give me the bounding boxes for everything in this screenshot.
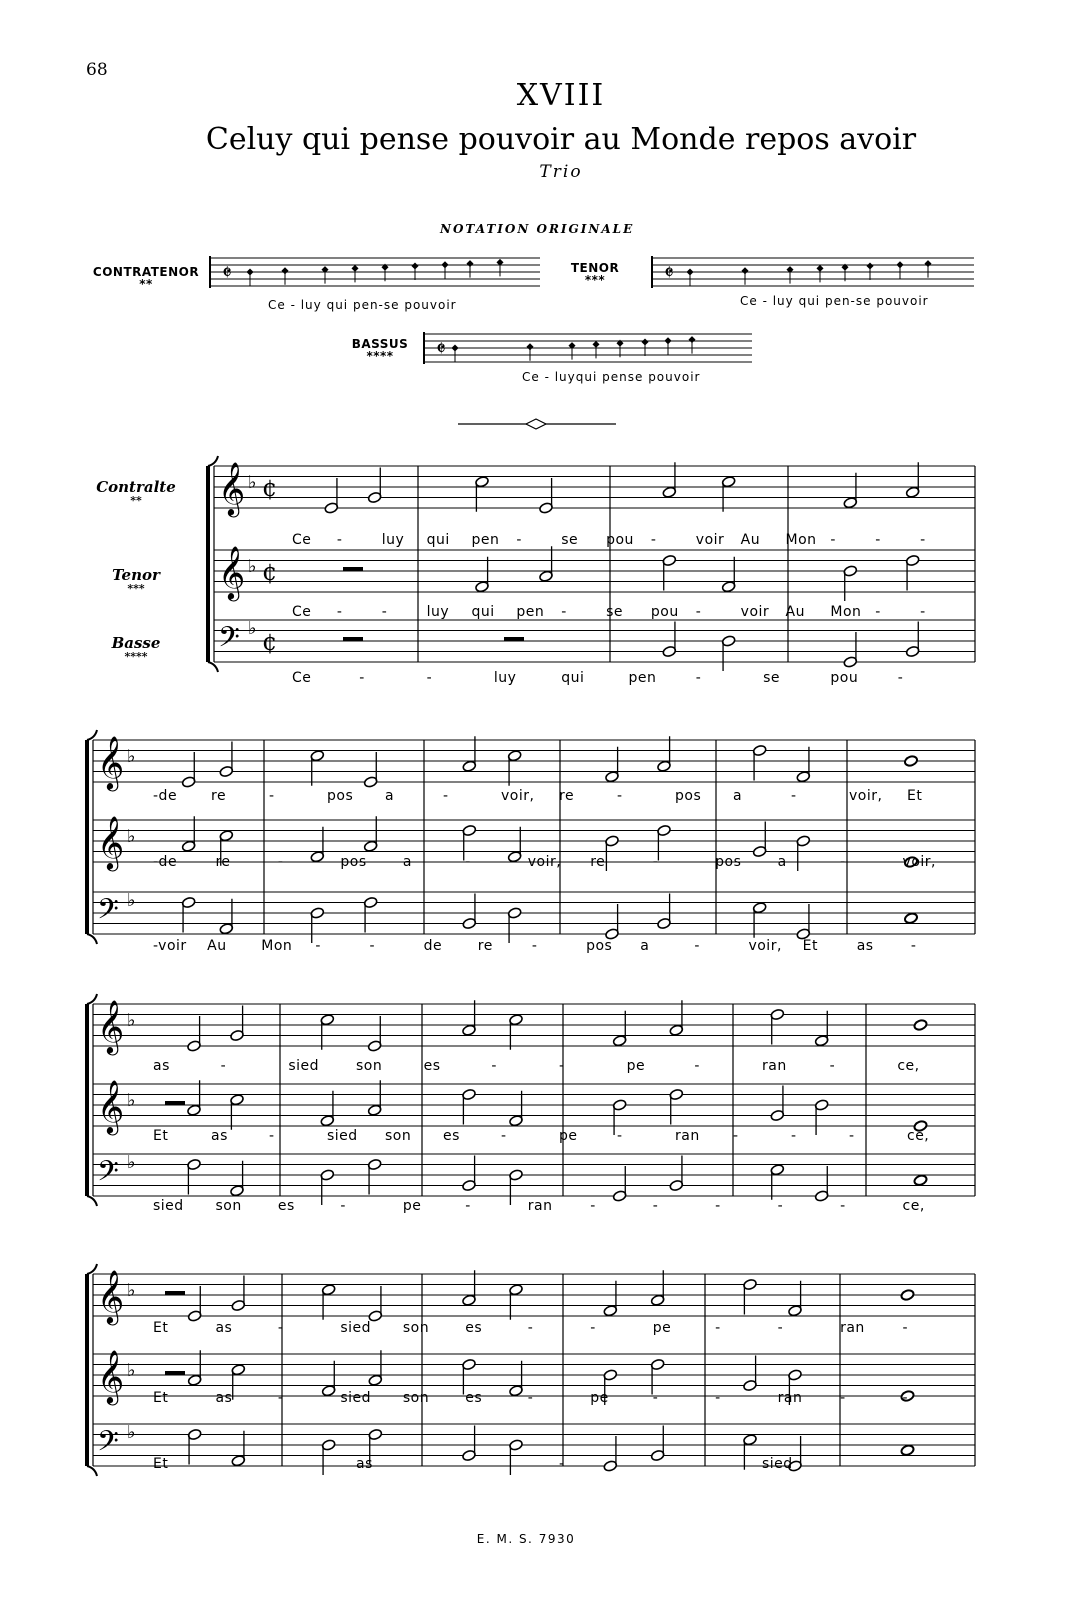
lyric-syllable: es (465, 1390, 483, 1406)
lyric-syllable: as (211, 1128, 228, 1144)
lyric-hyphen: - (791, 788, 797, 804)
lyric-syllable: as (215, 1320, 233, 1336)
lyric-syllable: pos (340, 854, 367, 870)
lyric-hyphen: - (652, 1198, 659, 1214)
lyric-syllable: ce, (907, 1128, 930, 1144)
lyric-syllable: pen (516, 604, 545, 620)
lyric-syllable: as (356, 1456, 373, 1472)
rest (504, 637, 524, 641)
lyric-hyphen: - (920, 604, 926, 620)
lyric-hyphen: - (531, 938, 538, 954)
lyric-syllable: es (465, 1320, 483, 1336)
lyric-hyphen: - (777, 1320, 784, 1336)
lyric-syllable: pen (628, 670, 657, 686)
lyric-hyphen: - (527, 1390, 534, 1406)
lyric-hyphen: - (617, 1128, 623, 1144)
system-bracket-bottom (87, 1196, 97, 1206)
key-flat: ♭ (248, 556, 257, 577)
lyric-hyphen: - (315, 938, 321, 954)
lyric-hyphen: - (277, 854, 284, 870)
incipit-lyric-tenor: Ce - luy qui pen-se pouvoir (740, 294, 929, 308)
lyric-syllable: pe (559, 1128, 578, 1144)
lyric-syllable: son (402, 1320, 430, 1336)
lyric-syllable: qui (561, 670, 585, 686)
ornament-diamond (526, 419, 546, 429)
note (913, 1174, 928, 1186)
voice-label-contralte: Contralte ** (96, 478, 176, 507)
lyric-syllable: Et (802, 938, 818, 954)
lyric-syllable: es (277, 1198, 295, 1214)
lyric-hyphen: - (650, 532, 657, 548)
lyric-syllable: ran (840, 1320, 865, 1336)
treble-clef: 𝄞 (218, 545, 246, 599)
key-flat: ♭ (127, 1152, 136, 1173)
lyric-syllable: a (777, 854, 787, 870)
lyric-syllable: son (385, 1128, 412, 1144)
lyric-syllable: pen (471, 532, 500, 548)
bass-clef: 𝄢 (97, 893, 119, 933)
treble-clef: 𝄞 (97, 999, 125, 1053)
lyric-hyphen: - (902, 1320, 909, 1336)
lyric-hyphen: - (875, 604, 881, 620)
lyric-hyphen: - (897, 670, 904, 686)
system-bracket-top (87, 730, 97, 740)
lyric-syllable: voir (740, 604, 770, 620)
lyric-syllable: Au (740, 532, 761, 548)
lyric-syllable: es (423, 1058, 441, 1074)
incipit-lyric-contratenor: Ce - luy qui pen-se pouvoir (268, 298, 457, 312)
lyric-syllable: pe (626, 1058, 646, 1074)
lyric-hyphen: - (695, 604, 702, 620)
lyric-syllable: sied (762, 1456, 793, 1472)
lyric-syllable: se (606, 604, 623, 620)
lyric-syllable: luy (493, 670, 517, 686)
lyric-syllable: pou (606, 532, 634, 548)
key-flat: ♭ (127, 1360, 136, 1381)
lyric-syllable: as (215, 1390, 233, 1406)
incipit-contratenor-mensuration: 𝄵 (222, 261, 232, 286)
lyric-hyphen: - (340, 1198, 346, 1214)
lyric-hyphen: - (829, 1058, 836, 1074)
lyric-syllable: pou (650, 604, 679, 620)
note (900, 1289, 915, 1301)
lyric-syllable: son (402, 1390, 430, 1406)
lyric-hyphen: - (652, 1390, 659, 1406)
lyric-hyphen: - (910, 938, 917, 954)
lyric-hyphen: - (590, 1320, 596, 1336)
bass-clef: 𝄢 (97, 1155, 119, 1195)
lyric-syllable: ran (527, 1198, 553, 1214)
treble-clef: 𝄞 (97, 735, 125, 789)
lyric-hyphen: - (426, 670, 433, 686)
lyric-syllable: Et (153, 1128, 169, 1144)
lyric-syllable: re (211, 788, 227, 804)
lyric-syllable: re (590, 854, 606, 870)
lyric-syllable: ran (762, 1058, 787, 1074)
lyric-syllable: Et (153, 1456, 169, 1472)
lyric-syllable: pou (830, 670, 859, 686)
lyric-hyphen: - (849, 1128, 855, 1144)
rest (165, 1371, 185, 1375)
lyric-hyphen: - (269, 1128, 275, 1144)
lyric-hyphen: - (920, 532, 926, 548)
rest (165, 1291, 185, 1295)
lyric-hyphen: - (369, 938, 376, 954)
note (900, 1444, 915, 1456)
lyric-syllable: sied (288, 1058, 320, 1074)
bass-clef: 𝄢 (97, 1425, 119, 1465)
lyric-hyphen: - (875, 532, 881, 548)
rest (165, 1101, 185, 1105)
lyric-syllable: as (856, 938, 874, 954)
system-bracket-bottom (87, 934, 97, 944)
lyric-syllable: sied (340, 1320, 372, 1336)
lyric-hyphen: - (501, 1128, 507, 1144)
lyric-hyphen: - (277, 1320, 284, 1336)
lyric-syllable: luy (381, 532, 405, 548)
lyric-hyphen: - (715, 1198, 721, 1214)
lyric-hyphen: - (561, 604, 567, 620)
system-bracket-top (87, 1264, 97, 1274)
note (904, 912, 919, 924)
rest (343, 567, 363, 571)
lyric-syllable: -voir (153, 938, 187, 954)
lyric-syllable: pos (586, 938, 613, 954)
lyric-hyphen: - (590, 1198, 596, 1214)
lyric-hyphen: - (652, 854, 659, 870)
voice-label-tenor: Tenor *** (112, 566, 160, 595)
lyric-syllable: sied (153, 1198, 184, 1214)
incipit-label-bassus: BASSUS **** (351, 337, 409, 363)
lyric-hyphen: - (695, 670, 702, 686)
lyric-hyphen: - (269, 788, 275, 804)
piece-subtitle: Trio (539, 162, 583, 182)
lyric-syllable: pe (402, 1198, 422, 1214)
lyric-hyphen: - (359, 670, 365, 686)
lyric-syllable: es (443, 1128, 460, 1144)
lyric-syllable: voir, (748, 938, 782, 954)
time-signature: ¢ (262, 474, 278, 502)
lyric-syllable: Ce (292, 670, 312, 686)
lyric-hyphen: - (777, 1198, 784, 1214)
lyric-syllable: pos (327, 788, 354, 804)
lyric-syllable: pe (652, 1320, 672, 1336)
incipit-bassus-mensuration: 𝄵 (436, 337, 446, 362)
lyric-hyphen: - (336, 604, 343, 620)
lyric-syllable: a (640, 938, 650, 954)
bass-clef: 𝄢 (218, 621, 240, 661)
lyric-hyphen: - (516, 532, 522, 548)
lyric-hyphen: - (527, 1320, 534, 1336)
lyric-syllable: sied (327, 1128, 358, 1144)
lyric-syllable: pos (675, 788, 702, 804)
piece-number: XVIII (516, 78, 606, 113)
lyric-syllable: voir, (902, 854, 936, 870)
system-bracket-top (208, 456, 218, 466)
lyric-hyphen: - (443, 788, 449, 804)
lyric-syllable: pos (715, 854, 742, 870)
incipit-tenor-mensuration: 𝄵 (664, 261, 674, 286)
lyric-syllable: Ce (292, 532, 312, 548)
lyric-hyphen: - (220, 1058, 227, 1074)
key-flat: ♭ (127, 1422, 136, 1443)
treble-clef: 𝄞 (97, 1269, 125, 1323)
lyric-syllable: Mon (830, 604, 862, 620)
lyric-syllable: as (153, 1058, 170, 1074)
system-bracket-bottom (208, 662, 218, 672)
lyric-syllable: qui (426, 532, 450, 548)
incipit-lyric-bassus: Ce - luyqui pense pouvoir (522, 370, 701, 384)
lyric-syllable: se (561, 532, 579, 548)
lyric-syllable: de (423, 938, 443, 954)
lyric-hyphen: - (694, 1058, 700, 1074)
key-flat: ♭ (248, 618, 257, 639)
lyric-hyphen: - (559, 1058, 565, 1074)
piece-title: Celuy qui pense pouvoir au Monde repos avoir (205, 122, 917, 157)
key-flat: ♭ (127, 746, 136, 767)
rest (343, 637, 363, 641)
lyric-syllable: a (402, 854, 412, 870)
lyric-syllable: a (733, 788, 743, 804)
lyric-hyphen: - (491, 1058, 497, 1074)
system-bracket-bottom (87, 1466, 97, 1476)
lyric-syllable: son (356, 1058, 383, 1074)
lyric-syllable: son (215, 1198, 242, 1214)
lyric-syllable: -de (153, 788, 178, 804)
lyric-hyphen: - (277, 1390, 284, 1406)
lyric-syllable: a (385, 788, 395, 804)
lyric-syllable: luy (426, 604, 450, 620)
lyric-syllable: Et (153, 1320, 169, 1336)
lyric-hyphen: - (902, 1390, 909, 1406)
lyric-syllable: Mon (785, 532, 817, 548)
lyric-syllable: re (477, 938, 493, 954)
lyric-hyphen: - (559, 1456, 565, 1472)
time-signature: ¢ (262, 628, 278, 656)
lyric-hyphen: - (715, 1390, 721, 1406)
lyric-syllable: ce, (897, 1058, 920, 1074)
lyric-hyphen: - (465, 1198, 471, 1214)
voice-label-basse: Basse **** (111, 634, 161, 663)
lyric-hyphen: - (733, 1128, 739, 1144)
original-notation-heading: NOTATION ORIGINALE (440, 222, 635, 236)
time-signature: ¢ (262, 558, 278, 586)
lyric-hyphen: - (715, 1320, 721, 1336)
note (913, 1019, 928, 1031)
lyric-syllable: Mon (261, 938, 293, 954)
lyric-syllable: Et (153, 1390, 169, 1406)
treble-clef: 𝄞 (97, 1349, 125, 1403)
incipit-label-contratenor: CONTRATENOR ** (92, 265, 200, 291)
lyric-syllable: Au (207, 938, 227, 954)
lyric-syllable: Ce (292, 604, 312, 620)
lyric-syllable: Au (785, 604, 805, 620)
treble-clef: 𝄞 (97, 815, 125, 869)
lyric-syllable: voir (695, 532, 725, 548)
lyric-syllable: voir, (527, 854, 562, 870)
note (904, 755, 919, 767)
treble-clef: 𝄞 (218, 461, 246, 515)
lyric-hyphen: - (840, 854, 846, 870)
key-flat: ♭ (127, 890, 136, 911)
lyric-syllable: re (559, 788, 575, 804)
key-flat: ♭ (127, 1010, 136, 1031)
key-flat: ♭ (248, 472, 257, 493)
key-flat: ♭ (127, 1280, 136, 1301)
lyric-syllable: ran (777, 1390, 803, 1406)
lyric-syllable: voir, (501, 788, 535, 804)
lyric-hyphen: - (465, 854, 471, 870)
lyric-syllable: qui (471, 604, 495, 620)
incipit-label-tenor: TENOR *** (570, 261, 620, 287)
lyric-syllable: voir, (849, 788, 883, 804)
lyric-hyphen: - (694, 938, 700, 954)
lyric-syllable: se (763, 670, 781, 686)
key-flat: ♭ (127, 1090, 136, 1111)
treble-clef: 𝄞 (97, 1079, 125, 1133)
lyric-hyphen: - (381, 604, 388, 620)
lyric-syllable: Et (907, 788, 923, 804)
lyric-hyphen: - (840, 1198, 846, 1214)
lyric-syllable: ran (675, 1128, 700, 1144)
lyric-hyphen: - (791, 1128, 797, 1144)
lyric-hyphen: - (830, 532, 836, 548)
lyric-hyphen: - (840, 1390, 846, 1406)
lyric-syllable: -de (153, 854, 178, 870)
lyric-hyphen: - (336, 532, 343, 548)
lyric-syllable: pe (590, 1390, 609, 1406)
lyric-hyphen: - (617, 788, 623, 804)
page-number: 68 (86, 60, 108, 80)
plate-number: E. M. S. 7930 (476, 1532, 576, 1546)
system-bracket-top (87, 994, 97, 1004)
lyric-syllable: ce, (902, 1198, 925, 1214)
lyric-syllable: re (215, 854, 231, 870)
lyric-syllable: sied (340, 1390, 372, 1406)
key-flat: ♭ (127, 826, 136, 847)
